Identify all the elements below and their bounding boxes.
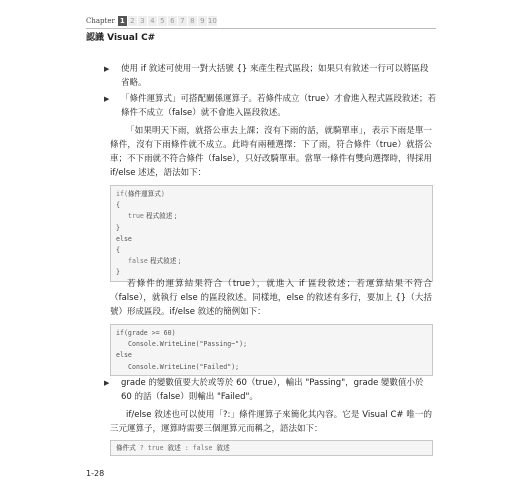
bullet-text: 使用 if 敘述可使用一對大括號 {} 來產生程式區段；如果只有敘述一行可以將區段省略。 xyxy=(121,64,429,88)
header-divider xyxy=(86,28,436,29)
arrow-bullet-icon: ▶ xyxy=(104,379,110,387)
chapter-number-4: 4 xyxy=(148,16,157,26)
page-number: 1-28 xyxy=(86,469,105,478)
paragraph-text: 若條件的運算結果符合（true），就進入 if 區段敘述；若運算結果不符合（false），就執行 else 的區段敘述。同樣地，else 的敘述有多行，要加上 {}（大括號）形成區段。if/else 敘述的簡例如下： xyxy=(110,279,432,317)
arrow-bullet-icon: ▶ xyxy=(104,95,110,103)
paragraph-text: if/else 敘述也可以使用「?:」條件運算子來簡化其內容。它是 Visual C# 唯一的三元運算子，運算時需要三個運算元而稱之，語法如下： xyxy=(110,410,432,434)
code-block-syntax: if(條件運算式) { true 程式敘述 ; } else { false 程式敘述 ; } xyxy=(110,185,433,282)
paragraph-text: 「如果明天下雨，就搭公車去上課；沒有下雨的話，就騎單車」，表示下雨是單一條件，沒有下雨條件就不成立。此時有兩種選擇：下了雨，符合條件（true）就搭公車；不下雨就不符合條件（false），只好改騎單車。當單一條件有雙向選擇時，得採用 if/else 述述，語法如下： xyxy=(110,126,432,178)
chapter-number-1: 1 xyxy=(118,16,127,26)
chapter-nav xyxy=(86,15,218,27)
chapter-number-3: 3 xyxy=(138,16,147,26)
page-title: 認識 Visual C# xyxy=(86,33,156,43)
chapter-number-2: 2 xyxy=(128,16,137,26)
paragraph-if-else-intro xyxy=(110,124,432,180)
arrow-bullet-icon: ▶ xyxy=(104,65,110,73)
chapter-number-8: 8 xyxy=(188,16,197,26)
paragraph-ternary xyxy=(110,408,432,436)
chapter-label: Chapter xyxy=(86,17,115,25)
bullet-text: 「條件運算式」可搭配關係運算子。若條件成立（true）才會進入程式區段敘述；若條件不成立（false）就不會進入區段敘述。 xyxy=(121,94,436,118)
chapter-number-6: 6 xyxy=(168,16,177,26)
chapter-number-10: 10 xyxy=(207,17,217,25)
code-block-ternary: 條件式 ? true 敘述 : false 敘述 xyxy=(110,440,433,456)
bullet-text: grade 的變數值要大於或等於 60（true），輸出 "Passing"，grade 變數值小於 60 的話（false）則輸出 "Failed"。 xyxy=(121,378,424,402)
paragraph-if-else-explain xyxy=(110,277,432,319)
chapter-number-9: 9 xyxy=(198,16,207,26)
code-block-example: if(grade >= 60) Console.WriteLine("Passing~"); else Console.WriteLine("Failed"); xyxy=(110,324,433,376)
chapter-number-5: 5 xyxy=(158,16,167,26)
chapter-number-7: 7 xyxy=(178,16,187,26)
